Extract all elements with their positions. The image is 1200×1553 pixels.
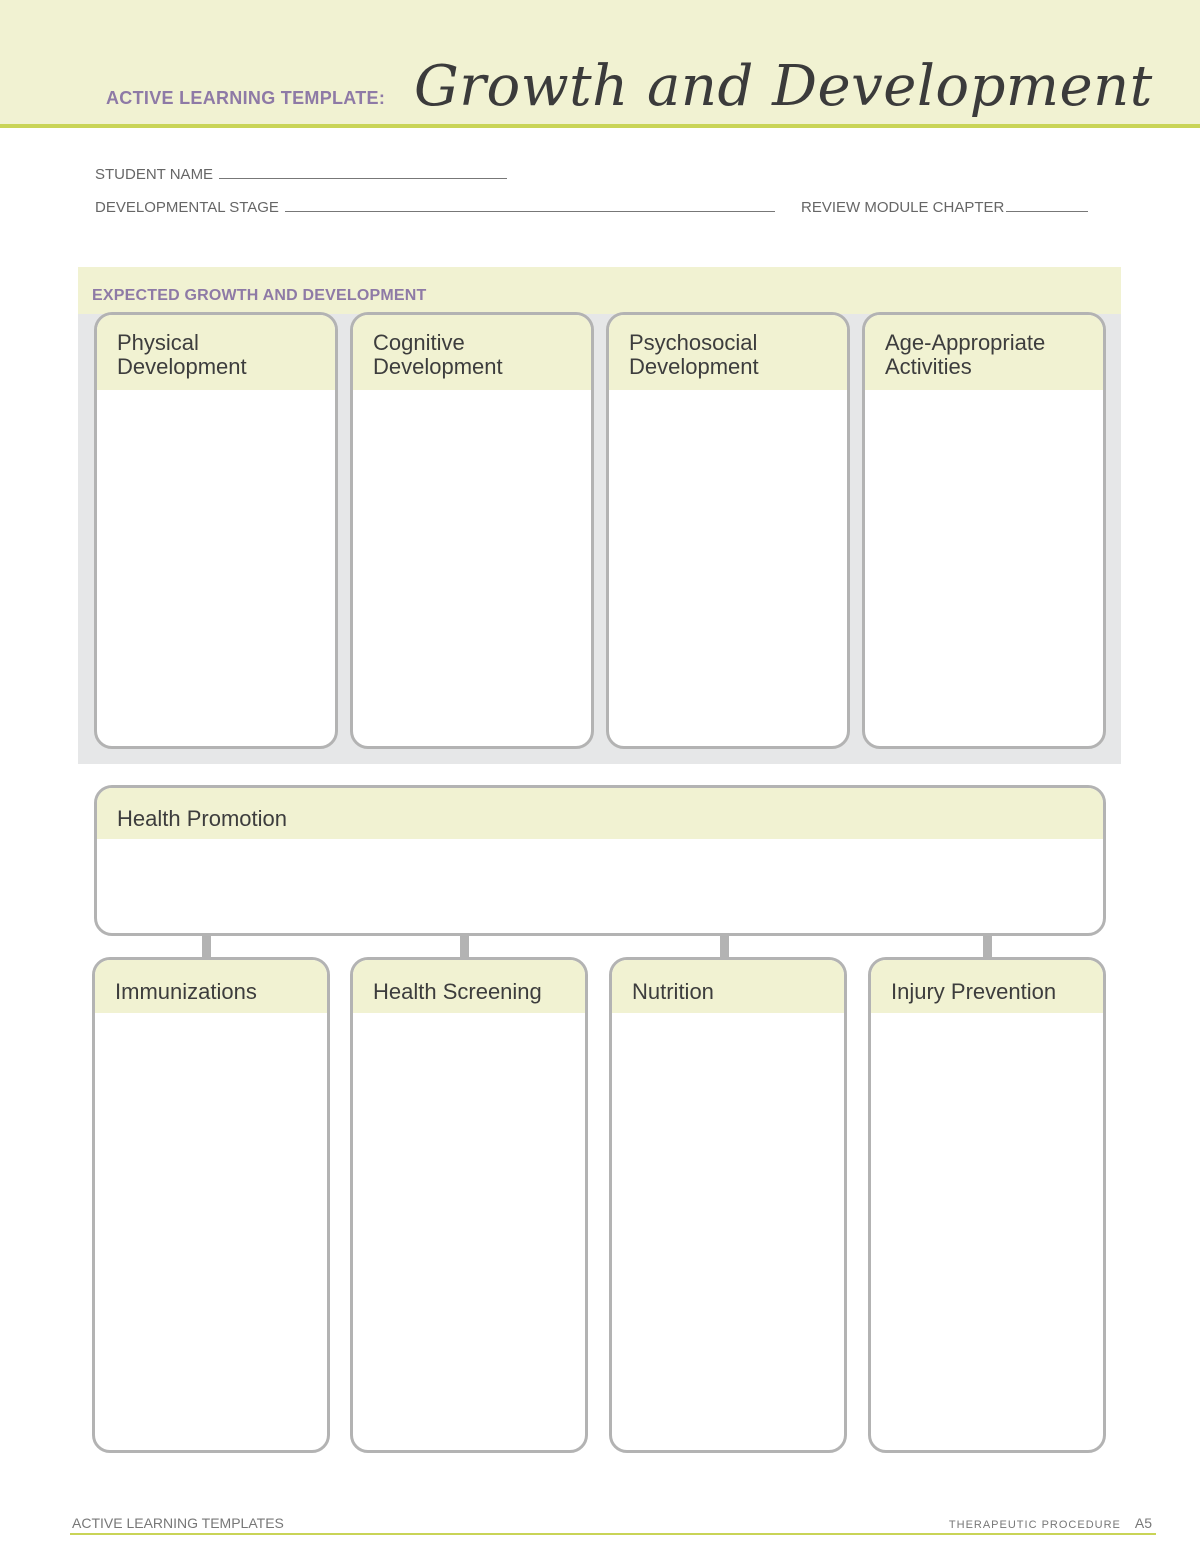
footer-divider xyxy=(70,1533,1156,1535)
card-title-line1: Physical xyxy=(117,330,199,355)
card-title-line1: Psychosocial xyxy=(629,330,758,355)
review-module-chapter-blank[interactable] xyxy=(1006,198,1088,212)
nutrition-card[interactable] xyxy=(609,957,847,1453)
connector-line xyxy=(460,935,469,957)
card-title: Immunizations xyxy=(115,979,257,1004)
student-name-field xyxy=(95,165,507,183)
footer-right xyxy=(949,1515,1152,1531)
psychosocial-development-card[interactable] xyxy=(606,312,850,749)
connector-line xyxy=(202,935,211,957)
health-screening-card[interactable] xyxy=(350,957,588,1453)
injury-prevention-card[interactable] xyxy=(868,957,1106,1453)
review-module-chapter-field xyxy=(801,198,1088,216)
footer-left-text: ACTIVE LEARNING TEMPLATES xyxy=(72,1515,284,1531)
card-title: Nutrition xyxy=(632,979,714,1004)
developmental-stage-label: DEVELOPMENTAL STAGE xyxy=(95,199,279,216)
expected-growth-title: EXPECTED GROWTH AND DEVELOPMENT xyxy=(92,287,427,304)
template-title: Growth and Development xyxy=(414,54,1153,119)
cognitive-development-card[interactable] xyxy=(350,312,594,749)
card-title-line1: Cognitive xyxy=(373,330,465,355)
student-name-blank[interactable] xyxy=(219,165,507,179)
card-title: Health Screening xyxy=(373,979,542,1004)
card-header xyxy=(865,315,1103,390)
connector-line xyxy=(983,935,992,957)
card-header xyxy=(97,788,1103,839)
physical-development-card[interactable] xyxy=(94,312,338,749)
card-header xyxy=(871,960,1103,1013)
expected-growth-header xyxy=(78,267,1121,314)
age-appropriate-activities-card[interactable] xyxy=(862,312,1106,749)
health-promotion-card[interactable] xyxy=(94,785,1106,936)
card-title-line1: Age-Appropriate xyxy=(885,330,1046,355)
health-promotion-title: Health Promotion xyxy=(117,806,287,831)
developmental-stage-field xyxy=(95,198,775,216)
card-title: Injury Prevention xyxy=(891,979,1057,1004)
card-title-line2: Activities xyxy=(885,354,972,379)
card-title-line2: Development xyxy=(373,354,503,379)
card-header xyxy=(353,315,591,390)
card-header xyxy=(353,960,585,1013)
card-header xyxy=(612,960,844,1013)
card-header xyxy=(609,315,847,390)
card-title-line2: Development xyxy=(629,354,759,379)
page-number: A5 xyxy=(1134,1515,1152,1531)
developmental-stage-blank[interactable] xyxy=(285,198,775,212)
student-name-label: STUDENT NAME xyxy=(95,166,214,183)
immunizations-card[interactable] xyxy=(92,957,330,1453)
card-title-line2: Development xyxy=(117,354,247,379)
review-module-chapter-label: REVIEW MODULE CHAPTER xyxy=(801,199,1005,216)
card-header xyxy=(97,315,335,390)
card-header xyxy=(95,960,327,1013)
connector-line xyxy=(720,935,729,957)
footer-section-label: THERAPEUTIC PROCEDURE xyxy=(948,1519,1121,1531)
template-header xyxy=(0,0,1200,128)
template-label: ACTIVE LEARNING TEMPLATE: xyxy=(106,88,386,108)
